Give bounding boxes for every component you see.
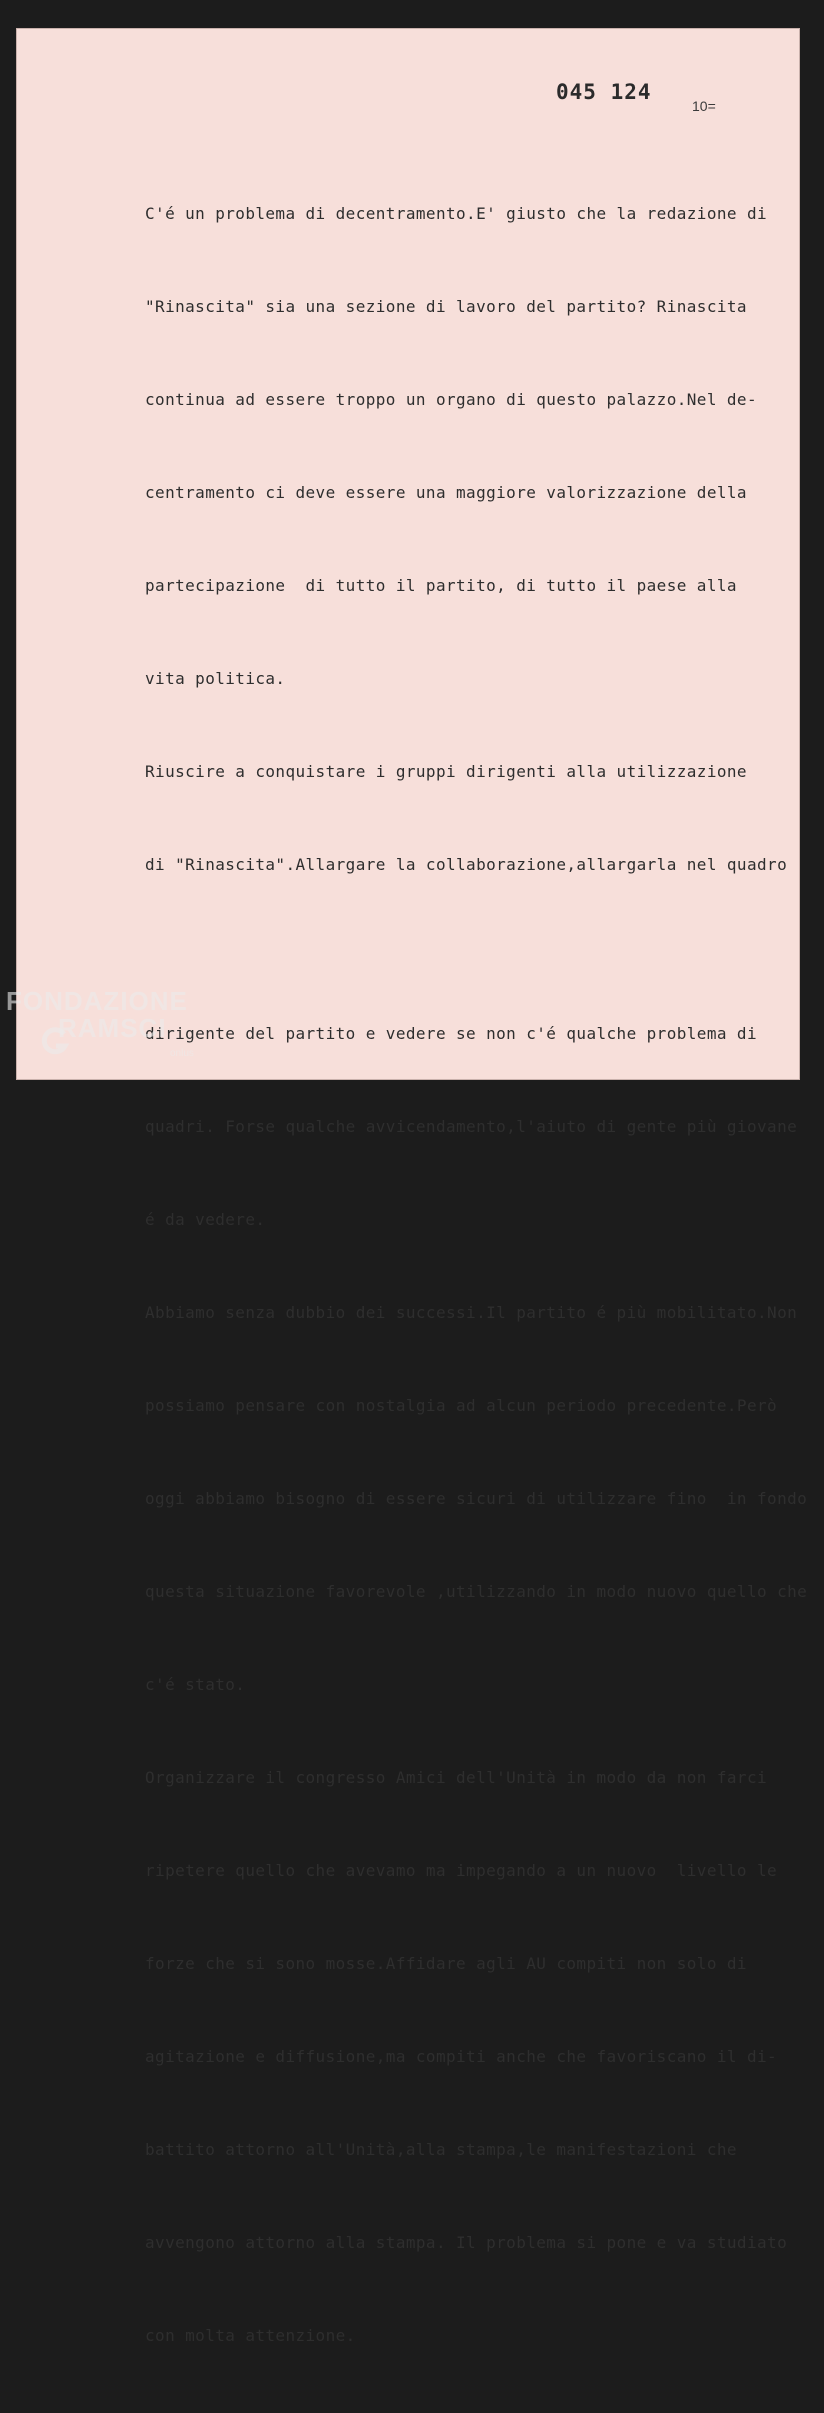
text-line: é da vedere. xyxy=(145,1210,266,1229)
fondazione-gramsci-watermark xyxy=(6,986,194,1059)
watermark-line1: FONDAZIONE xyxy=(6,986,188,1016)
text-line: forze che si sono mosse.Affidare agli AU compiti non solo di xyxy=(145,1954,747,1973)
typewritten-body xyxy=(145,136,808,2413)
text-line: partecipazione di tutto il partito, di tutto il paese alla xyxy=(145,576,737,595)
text-line: centramento ci deve essere una maggiore valorizzazione della xyxy=(145,483,747,502)
text-line: avvengono attorno alla stampa. Il problema si pone e va studiato xyxy=(145,2233,788,2252)
text-line: possiamo pensare con nostalgia ad alcun periodo precedente.Però xyxy=(145,1396,778,1415)
text-line: "Rinascita" sia una sezione di lavoro del partito? Rinascita xyxy=(145,297,747,316)
page-mark: 10= xyxy=(692,98,716,114)
text-line: continua ad essere troppo un organo di questo palazzo.Nel de- xyxy=(145,390,758,409)
document-id-number: 045 124 xyxy=(556,80,652,104)
text-line: quadri. Forse qualche avvicendamento,l'aiuto di gente più giovane xyxy=(145,1117,798,1136)
text-line: Organizzare il congresso Amici dell'Unità in modo da non farci xyxy=(145,1768,768,1787)
watermark-line2: RAMSCI xyxy=(58,1013,167,1043)
text-line: dirigente del partito e vedere se non c'é qualche problema di xyxy=(145,1024,758,1043)
text-line: questa situazione favorevole ,utilizzando in modo nuovo quello che xyxy=(145,1582,808,1601)
text-line: C'é un problema di decentramento.E' giusto che la redazione di xyxy=(145,204,768,223)
text-line: di "Rinascita".Allargare la collaborazione,allargarla nel quadro xyxy=(145,855,788,874)
gramsci-logo-icon xyxy=(40,1026,70,1056)
text-line: con molta attenzione. xyxy=(145,2326,356,2345)
text-line: ripetere quello che avevamo ma impegando a un nuovo livello le xyxy=(145,1861,778,1880)
text-line: Abbiamo senza dubbio dei successi.Il partito é più mobilitato.Non xyxy=(145,1303,798,1322)
blank-line xyxy=(145,942,805,956)
text-line: c'é stato. xyxy=(145,1675,246,1694)
text-line: battito attorno all'Unità,alla stampa,le manifestazioni che xyxy=(145,2140,737,2159)
text-line: oggi abbiamo bisogno di essere sicuri di utilizzare fino in fondo xyxy=(145,1489,808,1508)
document-page xyxy=(16,28,808,2345)
watermark-sub: onlus xyxy=(170,1048,194,1059)
text-line: agitazione e diffusione,ma compiti anche che favoriscano il di- xyxy=(145,2047,778,2066)
text-line: vita politica. xyxy=(145,669,286,688)
text-line: Riuscire a conquistare i gruppi dirigenti alla utilizzazione xyxy=(145,762,747,781)
